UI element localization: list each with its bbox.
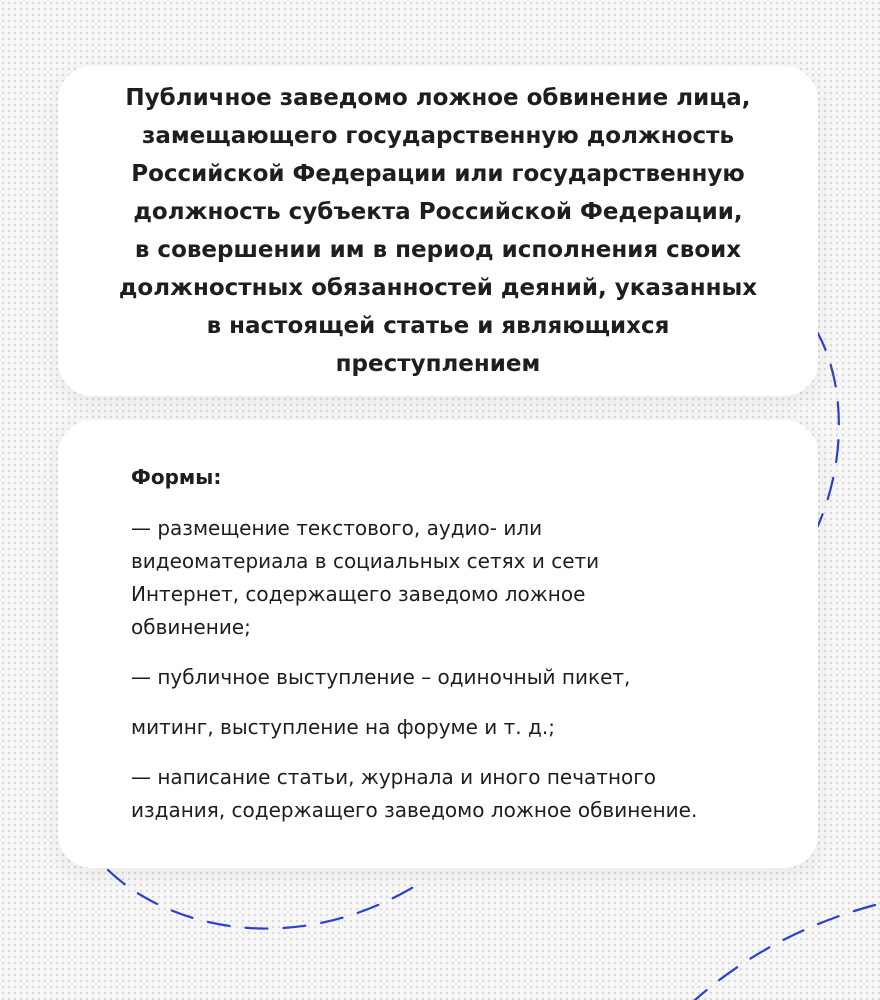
forms-list (131, 512, 778, 827)
dashed-arc-right (816, 330, 839, 530)
definition-title: Публичное заведомо ложное обвинение лица, замещающего государственную должность Российской Федерации или государственную должность субъекта Российской Федерации, в совершении им в период исполнения своих должностных обязанностей деяний, указанных в настоящей статье и являющихся преступлением (118, 85, 758, 377)
forms-item: митинг, выступление на форуме и т. д.; (131, 715, 555, 739)
forms-item: — написание статьи, журнала и иного печатного издания, содержащего заведомо ложное обвинение. (131, 765, 698, 822)
forms-item: — публичное выступление – одиночный пикет, (131, 665, 631, 689)
dashed-arc-bottom-left (108, 870, 425, 929)
forms-card (58, 420, 818, 868)
forms-item: — размещение текстового, аудио- или видеоматериала в социальных сетях и сети Интернет, содержащего заведомо ложное обвинение; (131, 516, 600, 639)
title-card (58, 66, 818, 396)
dashed-arc-bottom-right (695, 905, 875, 1000)
forms-heading: Формы: (131, 465, 222, 489)
